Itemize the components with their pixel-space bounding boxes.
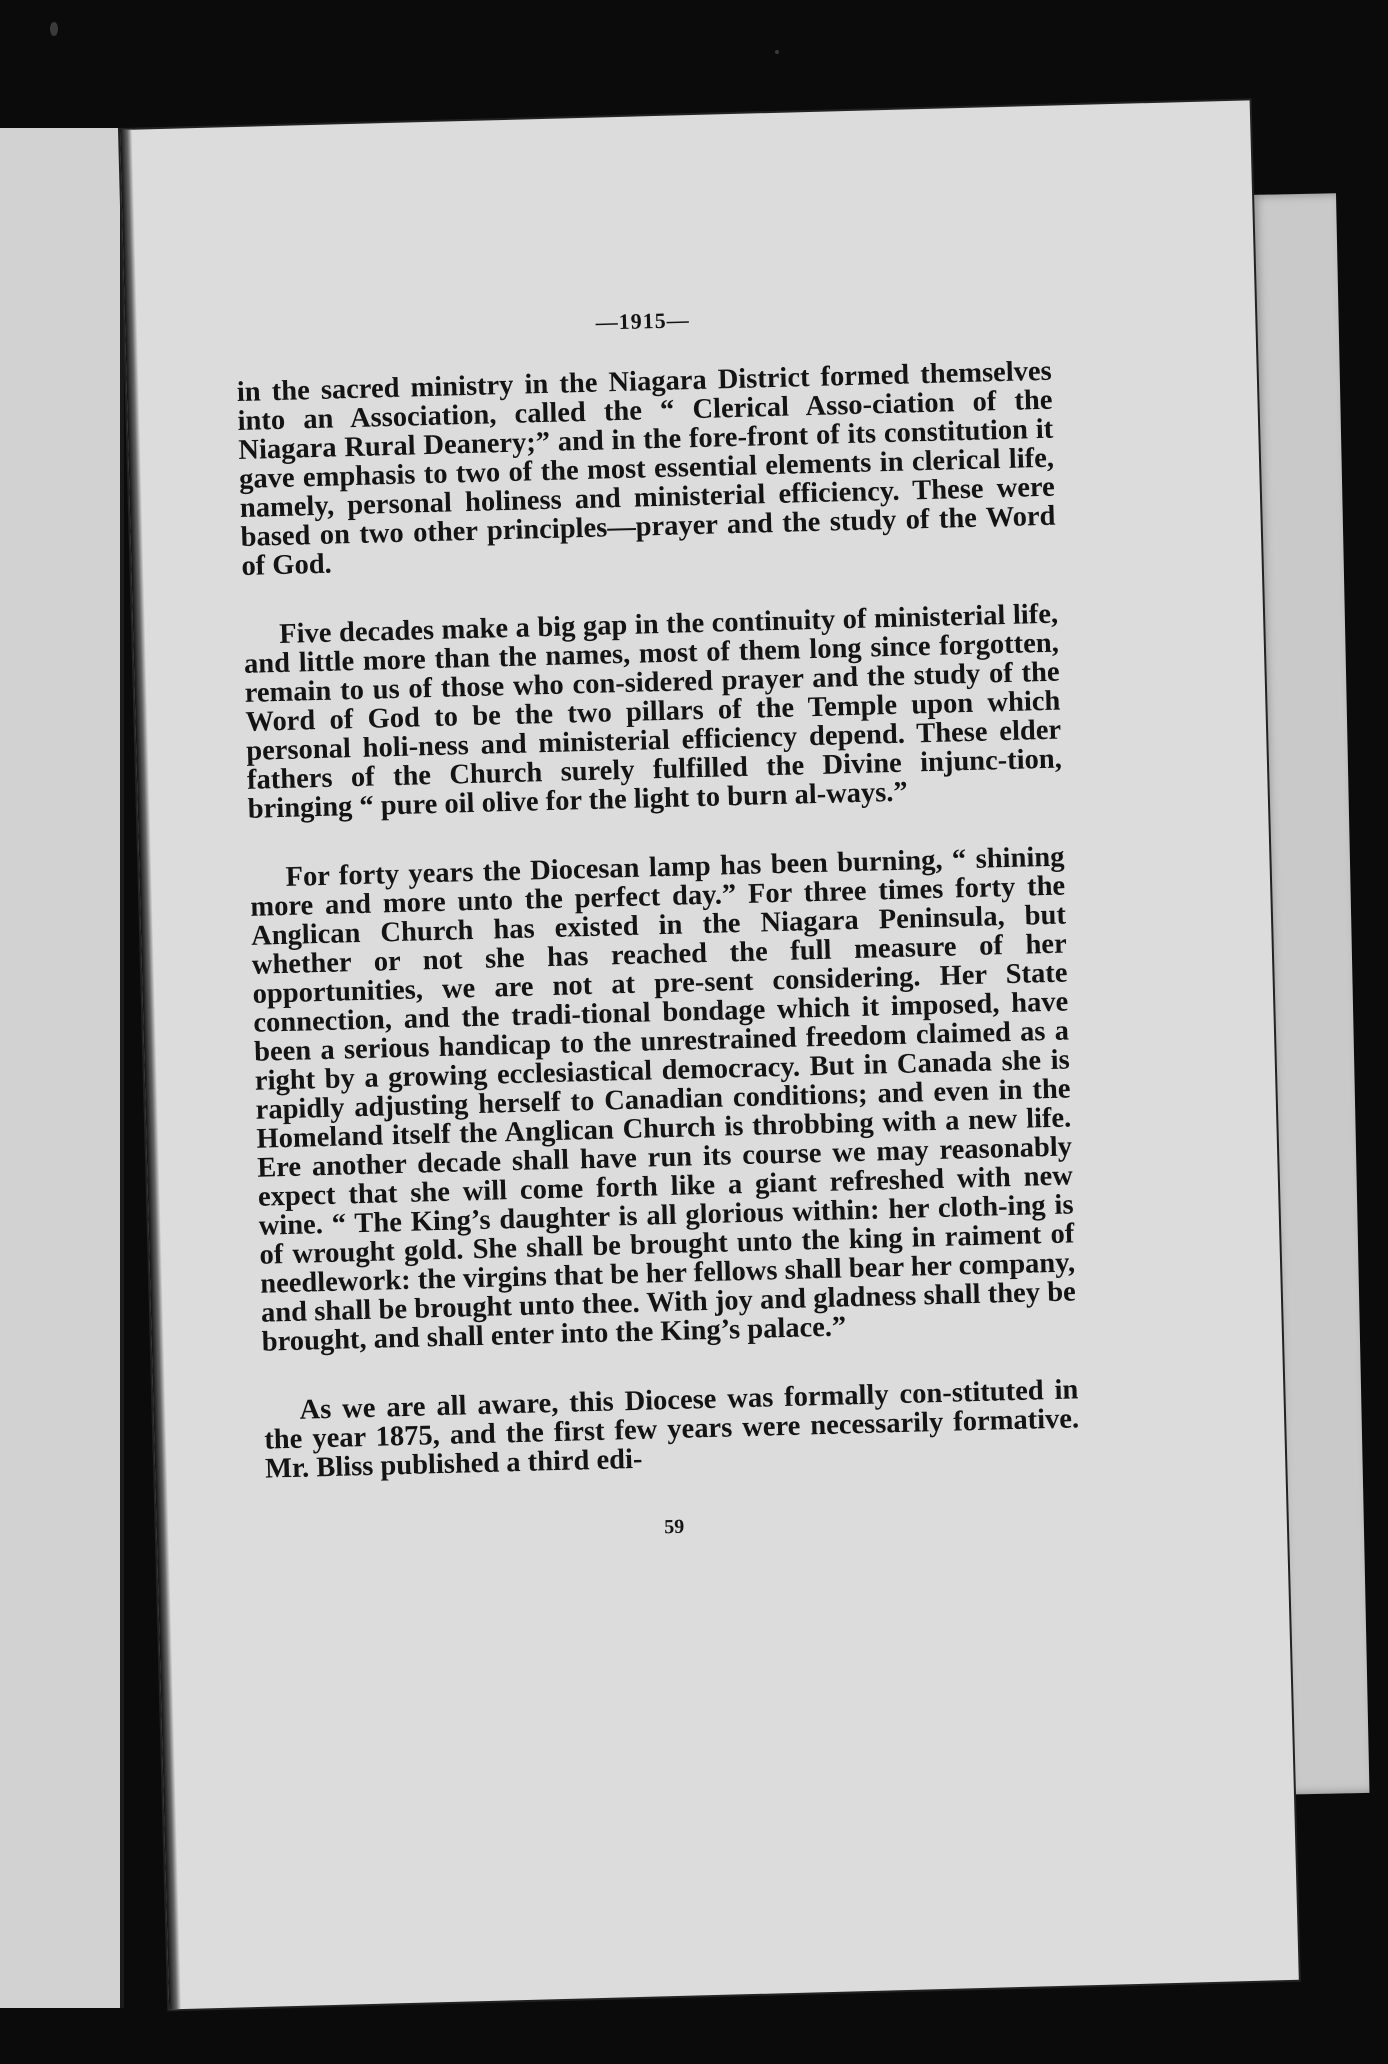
book-page (120, 100, 1299, 2009)
page-gutter-shadow (120, 130, 181, 2010)
page-number: 59 (663, 1515, 685, 1539)
scan-speck (50, 22, 58, 36)
paragraph-4: As we are all aware, this Diocese was formally con-stituted in the year 1875, and the first few years were necessarily formative. Mr. Bliss published a third edi- (263, 1374, 1080, 1485)
left-facing-page-edge (0, 128, 124, 2008)
page-text-block (235, 296, 1082, 1553)
paragraph-3: For forty years the Diocesan lamp has been burning, “ shining more and more unto the perfect day.” For three times forty the Anglican Church has existed in the Niagara Peninsula, but whether or not she has reached the full measure of her opportunities, we are not at pre-sent considering. Her State connection, and the tradi-tional bondage which it imposed, have been a serious handicap to the unrestrained freedom claimed as a right by a growing ecclesiastical democracy. But in Canada she is rapidly adjusting herself to Canadian conditions; and even in the Homeland itself the Anglican Church is throbbing with a new life. Ere another decade shall have run its course we may reasonably expect that she will come forth like a giant refreshed with new wine. “ The King’s daughter is all glorious within: her cloth-ing is of wrought gold. She shall be brought unto the king in raiment of needlework: the virgins that be her fellows shall bear her company, and shall be brought unto thee. With joy and gladness shall they be brought, and shall enter into the King’s palace.” (249, 841, 1077, 1358)
running-head: —1915— (595, 307, 690, 335)
paragraph-2: Five decades make a big gap in the continuity of ministerial life, and little more than the names, most of them long since forgotten, remain to us of those who con-sidered prayer and the study of the Word of God to be the two pillars of the Temple upon which personal holi-ness and ministerial efficiency depend. These elder fathers of the Church surely fulfilled the Divine injunc-tion, bringing “ pure oil olive for the light to burn al-ways.” (243, 598, 1063, 825)
scan-speck (775, 50, 779, 54)
paragraph-1: in the sacred ministry in the Niagara District formed themselves into an Association, called the “ Clerical Asso-ciation of the Niagara Rural Deanery;” and in the fore-front of its constitution it gave emphasis to two of the most essential elements in clerical life, namely, personal holiness and ministerial efficiency. These were based on two other principles—prayer and the study of the Word of God. (236, 355, 1056, 582)
